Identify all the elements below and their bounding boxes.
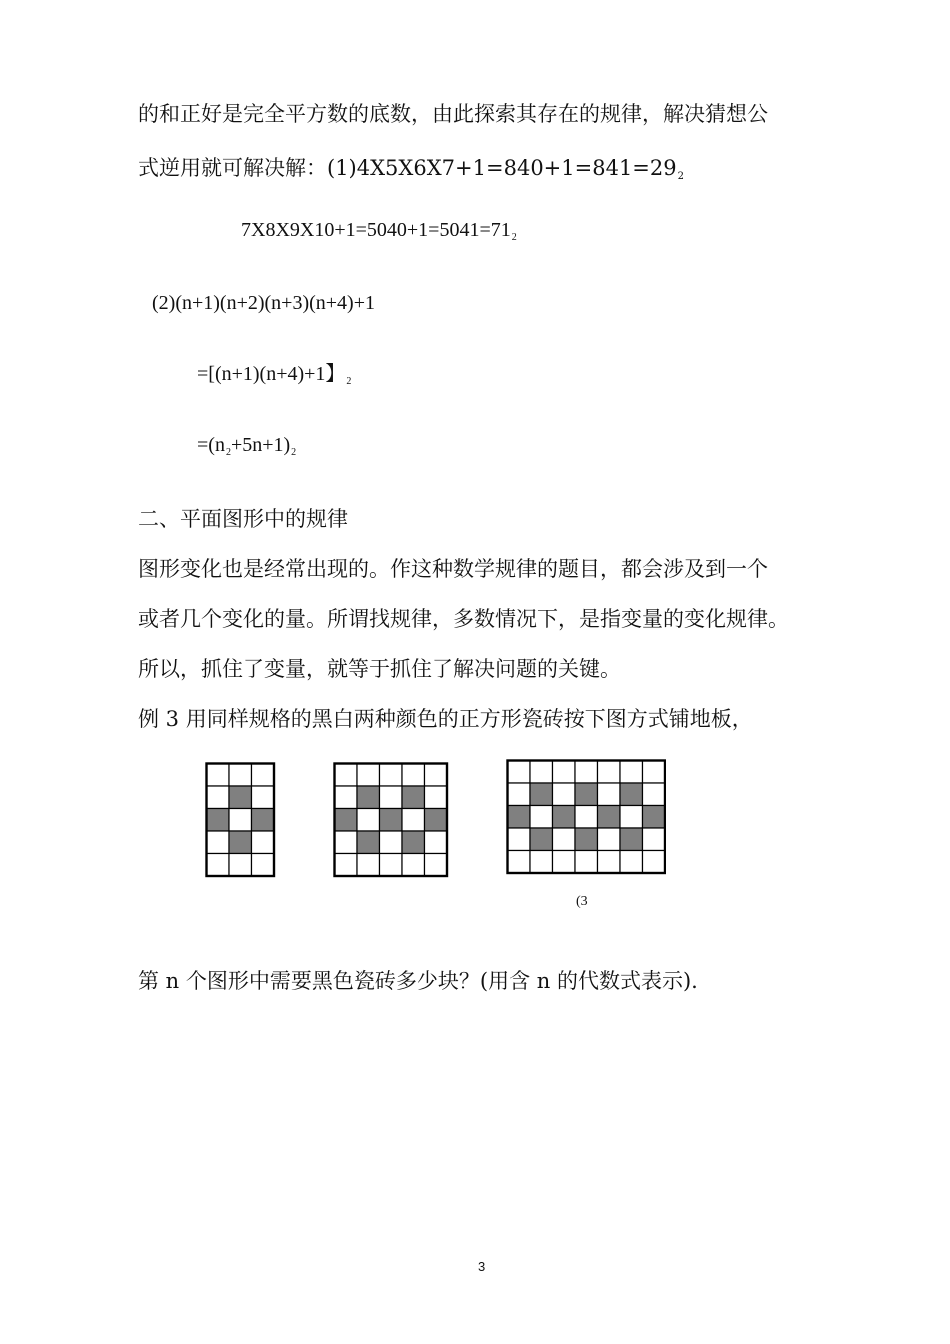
dark-tile [575,783,598,806]
dark-tile [402,831,425,854]
dark-tile [643,806,666,829]
white-tile [575,761,598,784]
tile-figure-2 [333,762,449,878]
tile-figure-2-svg [333,762,449,878]
paragraph-line-2-text: 式逆用就可解决解：(1)4X5X6X7+1=840+1=841=29 [138,156,677,180]
white-tile [402,854,425,877]
white-tile [598,783,621,806]
equation-step-1-exponent: 2 [346,376,352,387]
white-tile [508,851,531,874]
white-tile [207,786,230,809]
white-tile [425,831,448,854]
white-tile [553,761,576,784]
white-tile [553,828,576,851]
equation-step-2-pre: =(n [197,434,225,456]
paragraph-line-2-exponent: 2 [677,171,685,182]
tile-figure-1 [205,762,277,878]
equation-7x8x9x10 [241,216,517,252]
question-text: 第 n 个图形中需要黑色瓷砖多少块？(用含 n 的代数式表示). [138,969,698,993]
white-tile [530,851,553,874]
white-tile [252,831,275,854]
white-tile [335,854,358,877]
equation-step-2 [197,431,296,467]
white-tile [575,851,598,874]
example-3-text: 例 3 用同样规格的黑白两种颜色的正方形瓷砖按下图方式铺地板， [138,707,753,731]
white-tile [357,854,380,877]
dark-tile [402,786,425,809]
white-tile [620,761,643,784]
white-tile [643,828,666,851]
white-tile [252,854,275,877]
section-heading: 二、平面图形中的规律 [138,507,348,531]
dark-tile [598,806,621,829]
dark-tile [530,783,553,806]
white-tile [530,761,553,784]
dark-tile [425,809,448,832]
white-tile [252,786,275,809]
dark-tile [357,831,380,854]
white-tile [425,854,448,877]
white-tile [620,851,643,874]
white-tile [380,854,403,877]
white-tile [530,806,553,829]
white-tile [357,809,380,832]
white-tile [335,831,358,854]
white-tile [207,831,230,854]
dark-tile [207,809,230,832]
section-paragraph-line-2: 或者几个变化的量。所谓找规律，多数情况下，是指变量的变化规律。 [138,607,789,631]
white-tile [229,809,252,832]
equation-7x8x9x10-text: 7X8X9X10+1=5040+1=5041=71 [241,219,511,241]
white-tile [620,806,643,829]
dark-tile [620,828,643,851]
white-tile [598,761,621,784]
equation-step-2-exponent: 2 [291,447,297,458]
white-tile [508,783,531,806]
dark-tile [530,828,553,851]
figure-caption: (3 [576,894,588,909]
white-tile [643,783,666,806]
white-tile [643,851,666,874]
white-tile [207,764,230,787]
section-paragraph-line-1: 图形变化也是经常出现的。作这种数学规律的题目，都会涉及到一个 [138,557,768,581]
dark-tile [335,809,358,832]
white-tile [425,764,448,787]
dark-tile [252,809,275,832]
equation-7x8x9x10-exponent: 2 [511,232,517,243]
dark-tile [575,828,598,851]
white-tile [252,764,275,787]
white-tile [553,851,576,874]
white-tile [335,764,358,787]
white-tile [575,806,598,829]
section-paragraph-line-3: 所以，抓住了变量，就等于抓住了解决问题的关键。 [138,657,621,681]
white-tile [402,764,425,787]
white-tile [425,786,448,809]
white-tile [380,786,403,809]
white-tile [553,783,576,806]
dark-tile [229,786,252,809]
equation-step-2-n-exponent: 2 [225,447,231,458]
white-tile [357,764,380,787]
white-tile [508,761,531,784]
equation-step-1 [197,360,351,396]
tile-figure-1-svg [205,762,277,878]
white-tile [402,809,425,832]
white-tile [598,828,621,851]
white-tile [229,764,252,787]
dark-tile [620,783,643,806]
white-tile [643,761,666,784]
white-tile [598,851,621,874]
equation-step-2-mid: +5n+1) [230,434,291,456]
dark-tile [553,806,576,829]
equation-part-2: (2)(n+1)(n+2)(n+3)(n+4)+1 [152,292,375,314]
white-tile [207,854,230,877]
dark-tile [357,786,380,809]
white-tile [229,854,252,877]
paragraph-line-1: 的和正好是完全平方数的底数，由此探索其存在的规律，解决猜想公 [138,102,768,126]
white-tile [335,786,358,809]
tile-figure-3-svg [506,759,666,875]
dark-tile [229,831,252,854]
dark-tile [508,806,531,829]
page-number: 3 [478,1259,486,1274]
dark-tile [380,809,403,832]
paragraph-line-2 [138,154,684,191]
white-tile [380,831,403,854]
tile-figure-3 [506,759,666,875]
white-tile [508,828,531,851]
white-tile [380,764,403,787]
equation-step-1-text: =[(n+1)(n+4)+1】 [197,363,346,385]
